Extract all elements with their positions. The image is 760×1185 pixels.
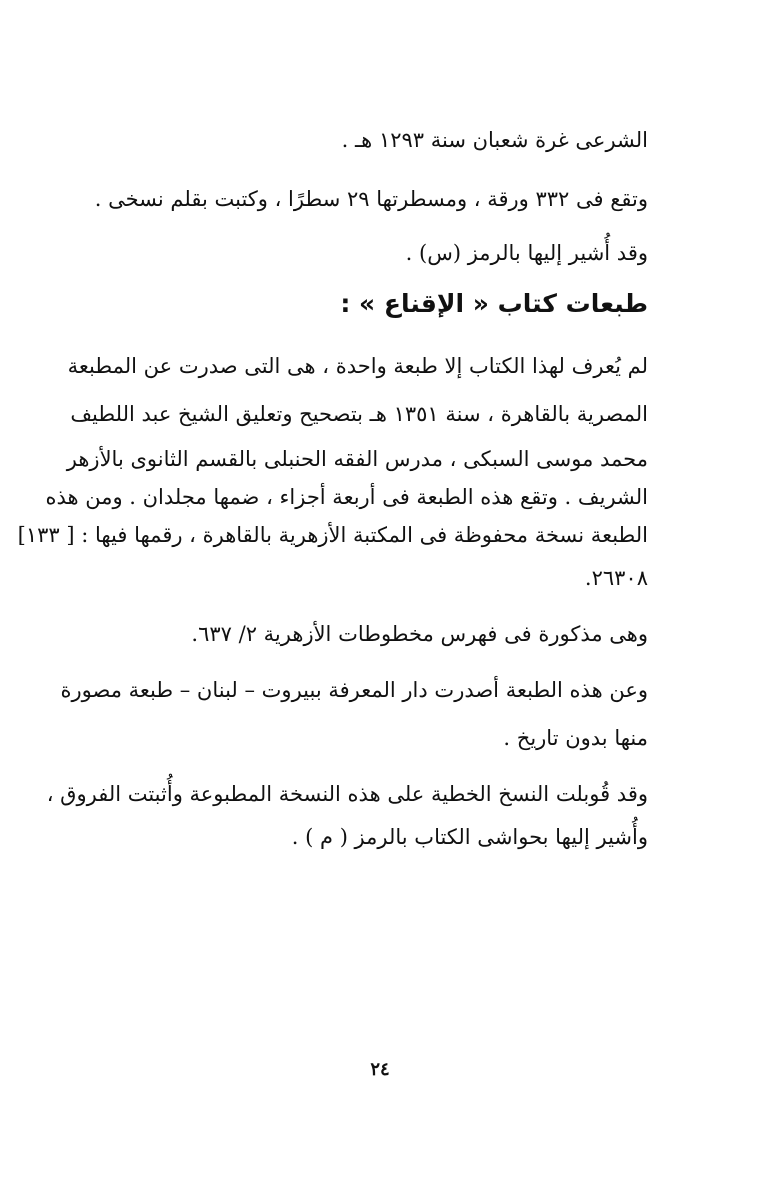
intro-line-3: وقد أُشير إليها بالرمز (س) .: [405, 241, 648, 265]
paragraph1-line-4: الشريف . وتقع هذه الطبعة فى أربعة أجزاء ، ضمها مجلدان . ومن هذه: [45, 485, 648, 509]
intro-line-1: الشرعى غرة شعبان سنة ١٢٩٣ هـ .: [341, 128, 648, 152]
section-heading: طبعات كتاب « الإقناع » :: [340, 289, 648, 318]
paragraph1-line-5: الطبعة نسخة محفوظة فى المكتبة الأزهرية بالقاهرة ، رقمها فيها : [ ١٣٣]: [17, 523, 648, 547]
page-number: ٢٤: [370, 1059, 390, 1080]
paragraph1-line-6: ٢٦٣٠٨.: [584, 566, 648, 590]
paragraph3-line-2: منها بدون تاريخ .: [503, 726, 648, 750]
paragraph1-line-2: المصرية بالقاهرة ، سنة ١٣٥١ هـ بتصحيح وتعليق الشيخ عبد اللطيف: [70, 402, 648, 426]
intro-line-2: وتقع فى ٣٣٢ ورقة ، ومسطرتها ٢٩ سطرًا ، وكتبت بقلم نسخى .: [94, 187, 648, 211]
paragraph2: وهى مذكورة فى فهرس مخطوطات الأزهرية ٢/ ٦٣٧.: [191, 622, 648, 646]
paragraph4-line-2: وأُشير إليها بحواشى الكتاب بالرمز ( م ) .: [291, 825, 648, 849]
paragraph1-line-3: محمد موسى السبكى ، مدرس الفقه الحنبلى بالقسم الثانوى بالأزهر: [66, 447, 648, 471]
paragraph4-line-1: وقد قُوبلت النسخ الخطية على هذه النسخة المطبوعة وأُثبتت الفروق ،: [46, 782, 648, 806]
paragraph3-line-1: وعن هذه الطبعة أصدرت دار المعرفة ببيروت – لبنان – طبعة مصورة: [60, 678, 648, 702]
paragraph1-line-1: لم يُعرف لهذا الكتاب إلا طبعة واحدة ، هى التى صدرت عن المطبعة: [67, 354, 648, 378]
